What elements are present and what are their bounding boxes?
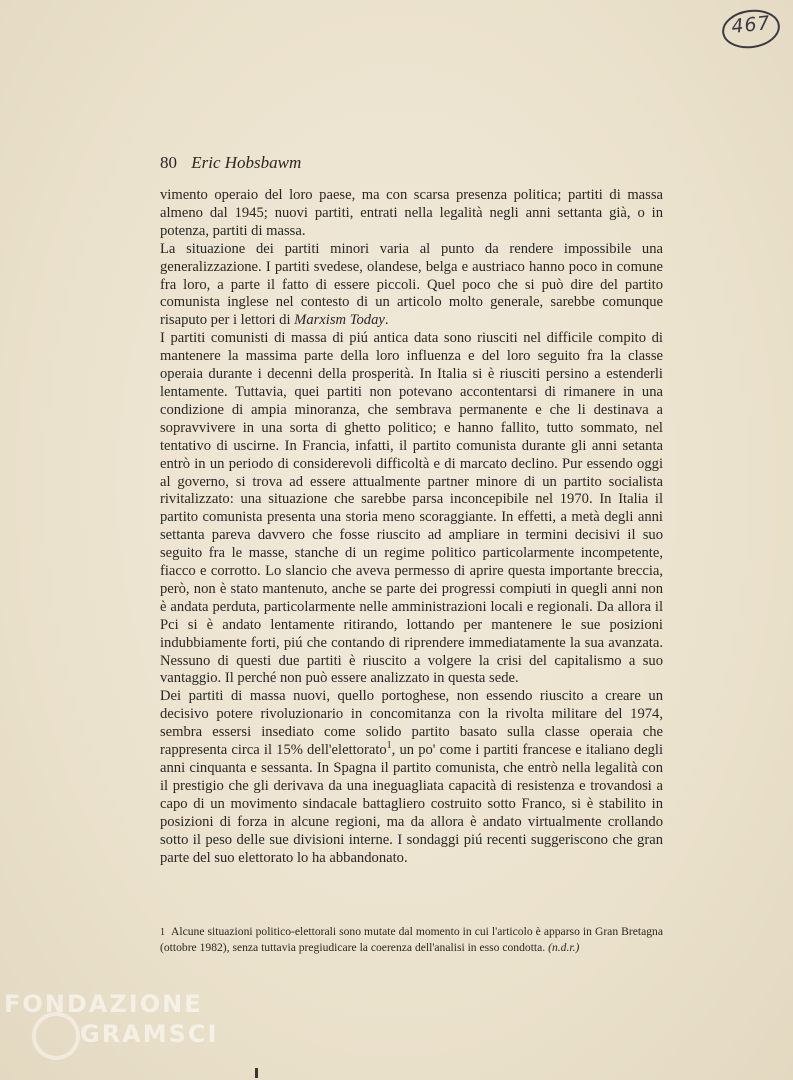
page-number: 80 — [160, 153, 177, 172]
paragraph-3: I partiti comunisti di massa di piú antica data sono riusciti nel difficile compito di mantenere la massima parte della loro influenza e del loro seguito fra la classe operaia durante i decenni della prosperità. In Italia si è riusciti persino a estenderli lentamente. Tuttavia, quei partiti non potevano accontentarsi di rimanere in una condizione di ampia minoranza, che sembrava permanente e che li destinava a sopravvivere in una sorta di ghetto politico; e hanno fallito, tutto sommato, nel tentativo di uscirne. In Francia, infatti, il partito comunista durante gli anni setanta entrò in un periodo di considerevoli difficoltà e di marcato declino. Pur essendo oggi al governo, si trova ad essere attualmente partner minore di un partito socialista rivitalizzato: una situazione che sarebbe parsa inconcepibile nel 1970. In Italia il partito comunista presenta una storia meno scoraggiante. In effetti, a metà degli anni settanta pareva davvero che fosse riuscito ad ampliare in termini decisivi il suo seguito fra le masse, stanche di un regime politico particolarmente incompetente, fiacco e corrotto. Lo slancio che aveva permesso di aprire questa importante breccia, però, non è stato mantenuto, anche se parte dei progressi compiuti in quegli anni non è andata perduta, particolarmente nelle amministrazioni locali e regionali. Da allora il Pci si è andato lentamente ritirando, lottando per mantenere le sue posizioni indubbiamente forti, piú che contando di riprendere immediatamente la sua avanzata. Nessuno di questi due partiti è riuscito a volgere la crisi del capitalismo a suo vantaggio. Il perché non può essere analizzato in questa sede. — [160, 330, 663, 687]
footnote-tag: (n.d.r.) — [548, 940, 580, 954]
magazine-title: Marxism Today — [294, 312, 385, 329]
running-head — [160, 153, 301, 173]
paragraph-4 — [160, 688, 663, 867]
body-text — [160, 187, 663, 867]
watermark-line-1: FONDAZIONE — [4, 990, 203, 1018]
author-name: Eric Hobsbawm — [191, 153, 302, 172]
paragraph-2: La situazione dei partiti minori varia al punto da rendere impossibile una generalizzazione. I partiti svedese, olandese, belga e austriaco hanno poco in comune fra loro, a parte il fatto di essere piccoli. Quel poco che si può dire del partito comunista inglese nel contesto di un articolo molto generale, sarebbe comunque risaputo per i lettori di Marxism Today. — [160, 240, 663, 329]
bottom-tick-mark — [255, 1068, 258, 1078]
paragraph-1: vimento operaio del loro paese, ma con scarsa presenza politica; partiti di massa almeno dal 1945; nuovi partiti, entrati nella legalità negli anni settanta già, o in potenza, partiti di massa. — [160, 187, 663, 239]
foundation-logo-icon — [32, 1012, 80, 1060]
paragraph-4-text-b: , un po' come i partiti francese e italiano degli anni cinquanta e sessanta. In Spagna il partito comunista, che entrò nella legalità con il prestigio che gli derivava da una ineguagliata capacità di resistenza e trovandosi a capo di un movimento sindacale battagliero costruito sotto Franco, si è stabilito in posizioni di forza in alcune regioni, ma da allora è andato virtualmente crollando sotto il peso delle sue divisioni interne. I sondaggi piú recenti suggeriscono che gran parte del suo elettorato lo ha abbandonato. — [160, 742, 664, 866]
paragraph-2-text: La situazione dei partiti minori varia al punto da rendere impossibile una generalizzazione. I partiti svedese, olandese, belga e austriaco hanno poco in comune fra loro, a parte il fatto di essere piccoli. Quel poco che si può dire del partito comunista inglese nel contesto di un articolo molto generale, sarebbe comunque risaputo per i lettori di — [160, 240, 663, 329]
footnote-text: Alcune situazioni politico-elettorali sono mutate dal momento in cui l'articolo è apparso in Gran Bretagna (ottobre 1982), senza tuttavia pregiudicare la coerenza dell'analisi in esso condotta. — [160, 925, 663, 954]
watermark — [2, 990, 219, 1070]
footnote-reference[interactable]: 1 — [386, 740, 392, 752]
folio-number: 467 — [730, 12, 772, 38]
folio-stamp — [719, 6, 783, 52]
footnote-mark: 1 — [160, 927, 165, 938]
footnote — [160, 925, 663, 955]
paragraph-4-text-a: Dei partiti di massa nuovi, quello portoghese, non essendo riuscito a creare un decisivo potere rivoluzionario in concomitanza con la rivolta militare del 1974, sembra essersi insediato come solido partito basato sulla classe operaia che rappresenta circa il 15% dell'elettorato — [160, 688, 663, 759]
watermark-line-2: GRAMSCI — [80, 1020, 219, 1048]
